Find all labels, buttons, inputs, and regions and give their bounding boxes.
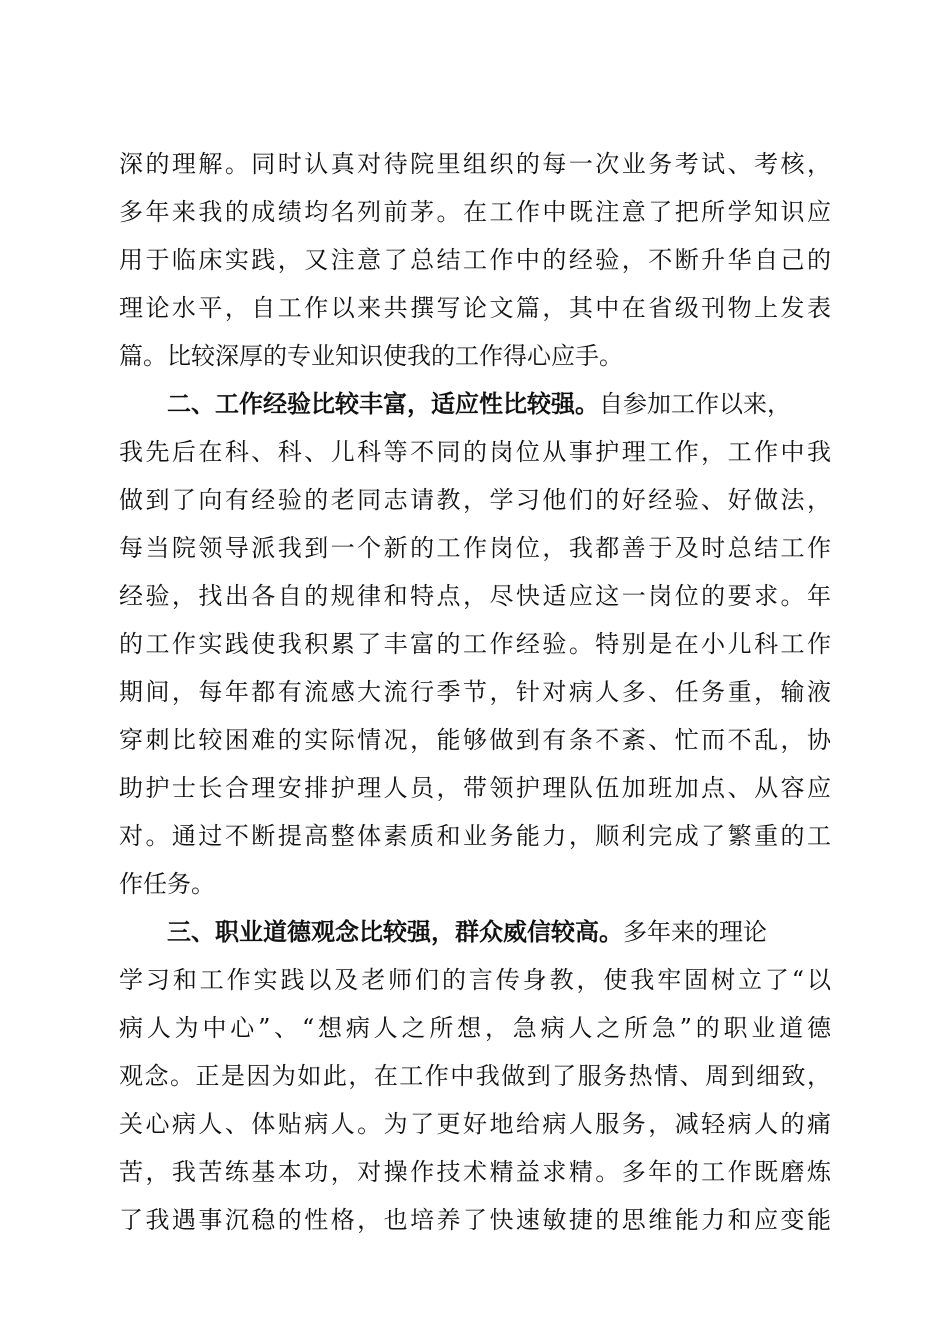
text-line: 观念。正是因为如此，在工作中我做到了服务热情、周到细致，: [119, 1062, 831, 1090]
text-line: 了我遇事沉稳的性格，也培养了快速敏捷的思维能力和应变能: [119, 1206, 831, 1234]
text-line: 作任务。: [119, 870, 215, 898]
text-line: 理论水平，自工作以来共撰写论文篇，其中在省级刊物上发表: [119, 294, 831, 322]
text-line: 深的理解。同时认真对待院里组织的每一次业务考试、考核，: [119, 150, 831, 178]
text-line: 的工作实践使我积累了丰富的工作经验。特别是在小儿科工作: [119, 630, 831, 658]
section-heading-3: 三、职业道德观念比较强，群众威信较高。: [167, 918, 623, 946]
text-run: 自参加工作以来，: [599, 390, 791, 418]
text-line: 病人为中心”、“想病人之所想，急病人之所急”的职业道德: [119, 1014, 831, 1042]
text-line: 助护士长合理安排护理人员，带领护理队伍加班加点、从容应: [119, 774, 831, 802]
text-line: 苦，我苦练基本功，对操作技术精益求精。多年的工作既磨炼: [119, 1158, 831, 1186]
text-line: 篇。比较深厚的专业知识使我的工作得心应手。: [119, 342, 623, 370]
paragraph-3: [119, 908, 831, 1244]
paragraph-first-line: [119, 908, 831, 956]
text-line: 关心病人、体贴病人。为了更好地给病人服务，减轻病人的痛: [119, 1110, 831, 1138]
section-heading-2: 二、工作经验比较丰富，适应性比较强。: [167, 390, 599, 418]
text-run: 多年来的理论: [623, 918, 767, 946]
text-line: 对。通过不断提高整体素质和业务能力，顺利完成了繁重的工: [119, 822, 831, 850]
text-line: 用于临床实践，又注意了总结工作中的经验，不断升华自己的: [119, 246, 831, 274]
text-line: 穿刺比较困难的实际情况，能够做到有条不紊、忙而不乱，协: [119, 726, 831, 754]
document-page: [119, 140, 831, 1244]
paragraph-1: [119, 140, 831, 380]
paragraph-2: [119, 380, 831, 908]
text-line: 学习和工作实践以及老师们的言传身教，使我牢固树立了“以: [119, 966, 831, 994]
text-line: 我先后在科、科、儿科等不同的岗位从事护理工作，工作中我: [119, 438, 831, 466]
text-line: 期间，每年都有流感大流行季节，针对病人多、任务重，输液: [119, 678, 831, 706]
paragraph-first-line: [119, 380, 831, 428]
text-line: 做到了向有经验的老同志请教，学习他们的好经验、好做法，: [119, 486, 831, 514]
text-line: 多年来我的成绩均名列前茅。在工作中既注意了把所学知识应: [119, 198, 831, 226]
text-line: 经验，找出各自的规律和特点，尽快适应这一岗位的要求。年: [119, 582, 831, 610]
text-line: 每当院领导派我到一个新的工作岗位，我都善于及时总结工作: [119, 534, 831, 562]
